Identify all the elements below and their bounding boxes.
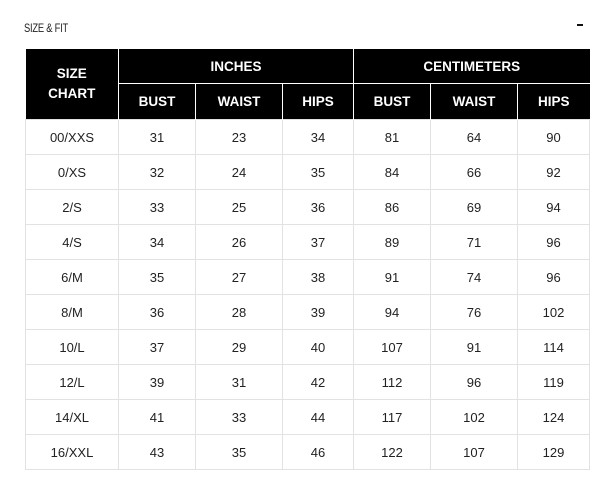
centimeters-hips-cell: 96 [518,225,590,260]
table-row [26,190,590,225]
size-chart-header-line1: SIZE [56,66,87,81]
inches-hips-cell: 37 [283,225,354,260]
centimeters-hips-cell: 92 [518,155,590,190]
inches-waist-cell: 29 [196,330,283,365]
inches-hips-cell: 44 [283,400,354,435]
inches-waist-cell: 23 [196,120,283,155]
centimeters-hips-cell: 124 [518,400,590,435]
centimeters-waist-cell: 64 [431,120,518,155]
centimeters-hips-cell: 119 [518,365,590,400]
centimeters-waist-cell: 107 [431,435,518,470]
size-cell: 2/S [26,190,119,225]
table-row [26,155,590,190]
inches-waist-cell: 35 [196,435,283,470]
size-cell: 16/XXL [26,435,119,470]
table-row [26,365,590,400]
centimeters-waist-cell: 96 [431,365,518,400]
centimeters-waist-header: WAIST [431,84,518,120]
size-cell: 0/XS [26,155,119,190]
centimeters-group-header: CENTIMETERS [354,49,590,84]
inches-hips-cell: 42 [283,365,354,400]
size-cell: 14/XL [26,400,119,435]
inches-hips-cell: 34 [283,120,354,155]
inches-bust-cell: 39 [119,365,196,400]
centimeters-hips-cell: 96 [518,260,590,295]
size-cell: 10/L [26,330,119,365]
table-row [26,400,590,435]
table-row [26,330,590,365]
inches-bust-cell: 43 [119,435,196,470]
inches-waist-cell: 25 [196,190,283,225]
centimeters-waist-cell: 76 [431,295,518,330]
inches-waist-cell: 24 [196,155,283,190]
centimeters-hips-header: HIPS [518,84,590,120]
inches-hips-cell: 46 [283,435,354,470]
inches-waist-cell: 26 [196,225,283,260]
inches-hips-cell: 36 [283,190,354,225]
inches-bust-cell: 34 [119,225,196,260]
size-cell: 6/M [26,260,119,295]
inches-bust-cell: 36 [119,295,196,330]
inches-hips-cell: 38 [283,260,354,295]
centimeters-bust-cell: 86 [354,190,431,225]
inches-bust-cell: 31 [119,120,196,155]
centimeters-hips-cell: 129 [518,435,590,470]
centimeters-waist-cell: 74 [431,260,518,295]
table-row [26,225,590,260]
size-cell: 12/L [26,365,119,400]
size-cell: 00/XXS [26,120,119,155]
centimeters-bust-cell: 84 [354,155,431,190]
centimeters-bust-cell: 122 [354,435,431,470]
minus-icon [577,24,583,26]
inches-hips-header: HIPS [283,84,354,120]
size-chart-header [26,49,119,120]
inches-bust-header: BUST [119,84,196,120]
section-title: SIZE & FIT [24,21,68,35]
table-row [26,120,590,155]
size-fit-section-header [24,18,590,42]
table-row [26,295,590,330]
inches-waist-cell: 28 [196,295,283,330]
centimeters-bust-cell: 94 [354,295,431,330]
inches-group-header: INCHES [119,49,354,84]
inches-bust-cell: 37 [119,330,196,365]
centimeters-bust-cell: 107 [354,330,431,365]
inches-bust-cell: 32 [119,155,196,190]
size-cell: 4/S [26,225,119,260]
centimeters-bust-cell: 91 [354,260,431,295]
centimeters-waist-cell: 71 [431,225,518,260]
size-chart-table [25,49,590,470]
centimeters-hips-cell: 102 [518,295,590,330]
table-header-row-groups [26,49,590,84]
centimeters-hips-cell: 90 [518,120,590,155]
size-cell: 8/M [26,295,119,330]
centimeters-hips-cell: 114 [518,330,590,365]
centimeters-bust-cell: 117 [354,400,431,435]
inches-bust-cell: 41 [119,400,196,435]
centimeters-waist-cell: 91 [431,330,518,365]
inches-waist-header: WAIST [196,84,283,120]
size-chart-header-line2: CHART [48,86,96,101]
inches-waist-cell: 33 [196,400,283,435]
centimeters-bust-cell: 81 [354,120,431,155]
collapse-toggle-button[interactable] [574,16,588,32]
centimeters-waist-cell: 102 [431,400,518,435]
inches-bust-cell: 35 [119,260,196,295]
inches-hips-cell: 35 [283,155,354,190]
centimeters-waist-cell: 66 [431,155,518,190]
table-row [26,260,590,295]
centimeters-hips-cell: 94 [518,190,590,225]
centimeters-waist-cell: 69 [431,190,518,225]
centimeters-bust-cell: 112 [354,365,431,400]
inches-waist-cell: 27 [196,260,283,295]
centimeters-bust-cell: 89 [354,225,431,260]
inches-bust-cell: 33 [119,190,196,225]
inches-waist-cell: 31 [196,365,283,400]
centimeters-bust-header: BUST [354,84,431,120]
inches-hips-cell: 40 [283,330,354,365]
table-row [26,435,590,470]
inches-hips-cell: 39 [283,295,354,330]
